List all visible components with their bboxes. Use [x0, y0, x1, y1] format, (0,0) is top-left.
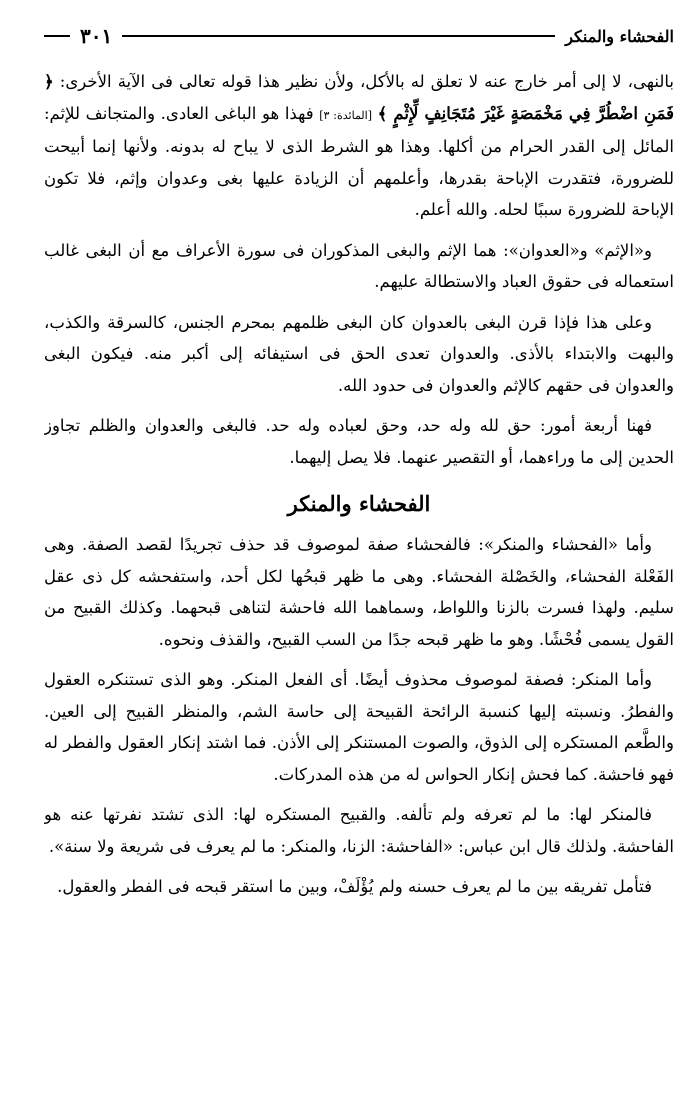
paragraph-6: وأما المنكر: فصفة لموصوف محذوف أيضًا. أى الفعل المنكر. وهو الذى تستنكره العقول والفطرُ. ونسبته إليها كنسبة الرائحة القبيحة إلى حاسة الشم، والمنظر القبيح إلى العين. والطَّعم المستكره إلى الذوق، والصوت المستنكر إلى الأذن. فما اشتد إنكار العقول والفطر له فهو فاحشة. كما فحش إنكار الحواس له من هذه المدركات.: [44, 670, 674, 784]
paragraph-1-text-b: فهذا هو الباغى العادى. والمتجانف للإثم: المائل إلى القدر الحرام من أكلها. وهذا هو الشرط الذى لا يباح له بدونه. ولأنها إنما أبيحت للضرورة، فتقدرت الإباحة بقدرها، وأعلمهم أن الزيادة عليها بغى وعدوان وإثم، فلا تكون الإباحة للضرورة سببًا لحله. والله أعلم.: [44, 103, 674, 219]
paragraph-5: وأما «الفحشاء والمنكر»: فالفحشاء صفة لموصوف قد حذف تجريدًا لقصد الصفة. وهى الفَعْلة الفحشاء، والخَصْلة الفحشاء. وهى ما ظهر قبحُها لكل أحد، واستفحشه كل ذى عقل سليم. ولهذا فسرت بالزنا واللواط، وسماهما الله فاحشة لتناهى قبحهما. وكذلك القبيح من القول يسمى فُحْشًا. وهو ما ظهر قبحه جدًا من السب القبيح، والقذف ونحوه.: [44, 535, 674, 649]
page-header: [44, 18, 674, 54]
verse-reference: [المائدة: ٣]: [319, 108, 373, 122]
paragraph-7: فالمنكر لها: ما لم تعرفه ولم تألفه. والقبيح المستكره لها: الذى تشتد نفرتها عنه هو الفاحشة. ولذلك قال ابن عباس: «الفاحشة: الزنا، والمنكر: ما لم يعرف فى شريعة ولا سنة».: [44, 805, 674, 856]
paragraph-1: [44, 66, 674, 226]
page-body: [44, 66, 674, 1076]
header-rule-short: [44, 35, 70, 37]
page-number: ٣٠١: [80, 24, 113, 48]
paragraph-4: فهنا أربعة أمور: حق لله وله حد، وحق لعباده وله حد. فالبغى والعدوان والظلم تجاوز الحدين إلى ما وراءهما، أو التقصير عنهما. فلا يصل إليهما.: [44, 416, 674, 467]
header-rule: [122, 35, 555, 37]
running-title: الفحشاء والمنكر: [565, 26, 674, 46]
quran-verse: ﴿ فَمَنِ اضْطُرَّ فِي مَخْمَصَةٍ غَيْرَ مُتَجَانِفٍ لِّإِثْمٍ ﴾: [44, 72, 674, 123]
paragraph-3: وعلى هذا فإذا قرن البغى بالعدوان كان البغى ظلمهم بمحرم الجنس، كالسرقة والكذب، والبهت والابتداء بالأذى. والعدوان تعدى الحق فى استيفائه إلى أكبر منه. فيكون البغى والعدوان فى حقهم كالإثم والعدوان فى حدود الله.: [44, 312, 674, 395]
paragraph-1-text-a: بالنهى، لا إلى أمر خارج عنه لا تعلق له بالأكل، ولأن نظير هذا قوله تعالى فى الآية الأخرى:: [53, 72, 674, 91]
paragraph-8: فتأمل تفريقه بين ما لم يعرف حسنه ولم يُؤْلَفْ، وبين ما استقر قبحه فى الفطر والعقول.: [57, 877, 652, 896]
section-heading: الفحشاء والمنكر: [287, 491, 431, 516]
paragraph-2: و«الإثم» و«العدوان»: هما الإثم والبغى المذكوران فى سورة الأعراف مع أن البغى غالب استعماله فى حقوق العباد والاستطالة عليهم.: [44, 240, 674, 291]
